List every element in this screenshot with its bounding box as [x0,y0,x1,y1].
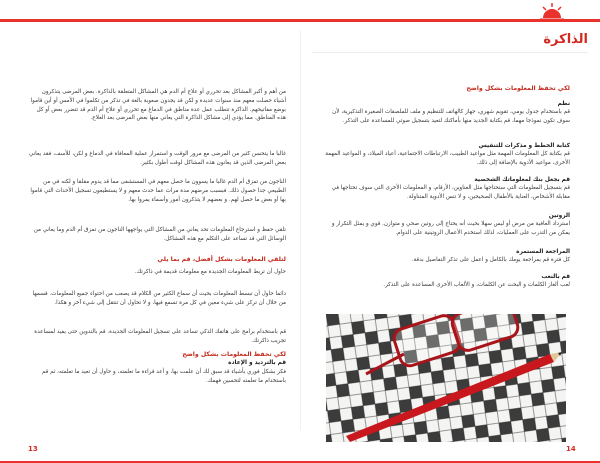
section-notes-text: قم بكتابة كل المعلومات المهمة مثل مواعيد الطبيب، الارتباطات الاجتماعية، أعياد الميلاد، و المواعيد المهمة الأخرى، مواعيد الأدوية بالإضافة إلى ذلك. [325,151,570,166]
section-review-text: كل فترة قم بمراجعة يومك بالكامل و اعمل على تذكر التفاصيل بدقة. [411,257,570,263]
section-play-text: لعب ألغاز الكلمات و البحث عن الكلمات، و الألعاب الأخرى المساعدة على التذكر. [383,282,570,288]
repeat-text: فكر بشكل فوري بأشياء قد سبق لك أن علمت بها، و أعد قراءة ما تعلمته، و حاول أن تعيد ما تعلمته، ثم قم باستخدام ما تعلمته لتحسين فهمك. [41,369,286,384]
heading-better-intake: لتلقي المعلومات بشكل أفضل، قم بما يلي [157,256,286,263]
section-organize-title: نظم [557,101,570,107]
right-paragraph-2: غالبا ما يتحسن كثير من المرضى مع مرور الوقت و استمرار عملية المعافاة في الدماغ و لكن، للأسف، فقد يعاني بعض المرضى الذين قد يعانون هذه المشاكل لوقت أطول بكثير. [28,151,286,166]
subheading-repeat: قم بالترديد و الإعادة [228,360,286,366]
section-notes-title: كتابة الخطط و مذكرات للتنفيس [478,143,570,149]
left-heading: لكي تحفظ المعلومات بشكل واضح [466,85,570,92]
top-accent-bar [0,19,600,22]
right-paragraph-4: تلقي حفظ و استرجاع المعلومات تحد يعاني من المشاكل التي يواجهها الناجون من تمزق أم الدم وما يعاني من الوسائل التي قد تساعد على التكلم مع هذه المشاكل. [33,227,286,242]
section-review-title: المراجعة المستمرة [516,249,570,255]
title-underline [312,52,588,53]
section-routine-title: الروتين [548,213,570,219]
section-bank-text: قم بتسجيل المعلومات التي ستحتاجها مثل العناوين، الأرقام، و المعلومات الأخرى التي سوف تحتاجها في مقابلة الأشخاص، العناية بالأطفال الصحيحين، و لا تنس الأدوية المتناولة. [331,185,570,200]
page-title: الذاكرة [543,32,588,47]
section-organize-text: قم باستخدام جدول يومي، تقويم شهري، جهاز كالهاتف للتنظيم و ملف للملصقات الصغيرة التذكيرية، لأن سوف تكون نموذجا مهما، قم بكتابة الجديد منها بأماكنك لتعيد بتسجيل صوتي للمساعدة على التذكر. [332,109,570,124]
page-number-left: 14 [566,445,576,453]
page-number-right: 13 [28,445,38,453]
right-paragraph-1: من أهم و أكبر المشاكل بعد تحرري أو علاج أم الدم هي المشاكل المتعلقة بالذاكرة. بعض المرضى يتذكرون أشياء حصلت معهم منذ سنوات عديدة و لكن قد يجدون صعوبة بالغة في تذكر من تكلموا في الأمس أو أين قاموا بوضع مفاتيحهم. الذاكرة تتطلب عمل عدة مناطق في الدماغ مع تحرري أو علاج أم الدم قد تتضرر بعض أو كل هذه المناطق. مما يؤدي إلى مشاكل الذاكرة التي يعاني منها بعض المرضى بعد العلاج. [30,89,286,122]
crossword-photo [326,314,566,442]
heading-keep-info: لكي تحفظ المعلومات بشكل واضح [182,351,286,358]
section-bank-title: قم بجعل بنك لمعلوماتك الشخصية [474,177,570,183]
tip-1: حاول أن تربط المعلومات الجديدة مع معلومات قديمة في ذاكرتك. [134,269,286,275]
tip-2: دائما حاول أن تبسط المعلومات بحيث أن سماع الكثير من الكلام قد يصعب من احتواء جميع المعلومات. قسمها من خلال أن تركز على شيء معين في كل مرة تسمع فيها، و لا تحاول أن تنتقل إلى شيء آخر و هكذا. [32,291,286,306]
tip-3: قم باستخدام برامج على هاتفك الذكي تساعد على تسجيل المعلومات الجديدة. قم بالتدوين حتى يفيد لمساعدة تجريب ذاكرتك. [34,329,286,344]
right-paragraph-3: الناجون من تمزق أم الدم غالبا ما يسوون ما حصل معهم في المستشفى مما قد يدوم مقلقا و لكنه في من الطبيعي جدا حصول ذلك. فبسبب مرضهم مدة مرات عما حدث معهم و لا يستطيعون تسجيل الأحداث التي قاموا بها أو بعض ما حصل لهم. و بعضهم لا يتذكرون أمور وأسماء يمروا بها. [30,179,286,203]
section-routine-text: استرداد العافية من مرض أو ليس سهلا بحيث أنه يحتاج إلى روتين صحي و متوازن. قوي و يمثل التكرار و يمكن من التدرب على العمليات، لذلك استخدم الأعمال الروتينية على الدوام. [331,221,570,236]
sun-logo-icon [540,3,564,21]
section-play-title: قم بالنعب [541,274,570,280]
